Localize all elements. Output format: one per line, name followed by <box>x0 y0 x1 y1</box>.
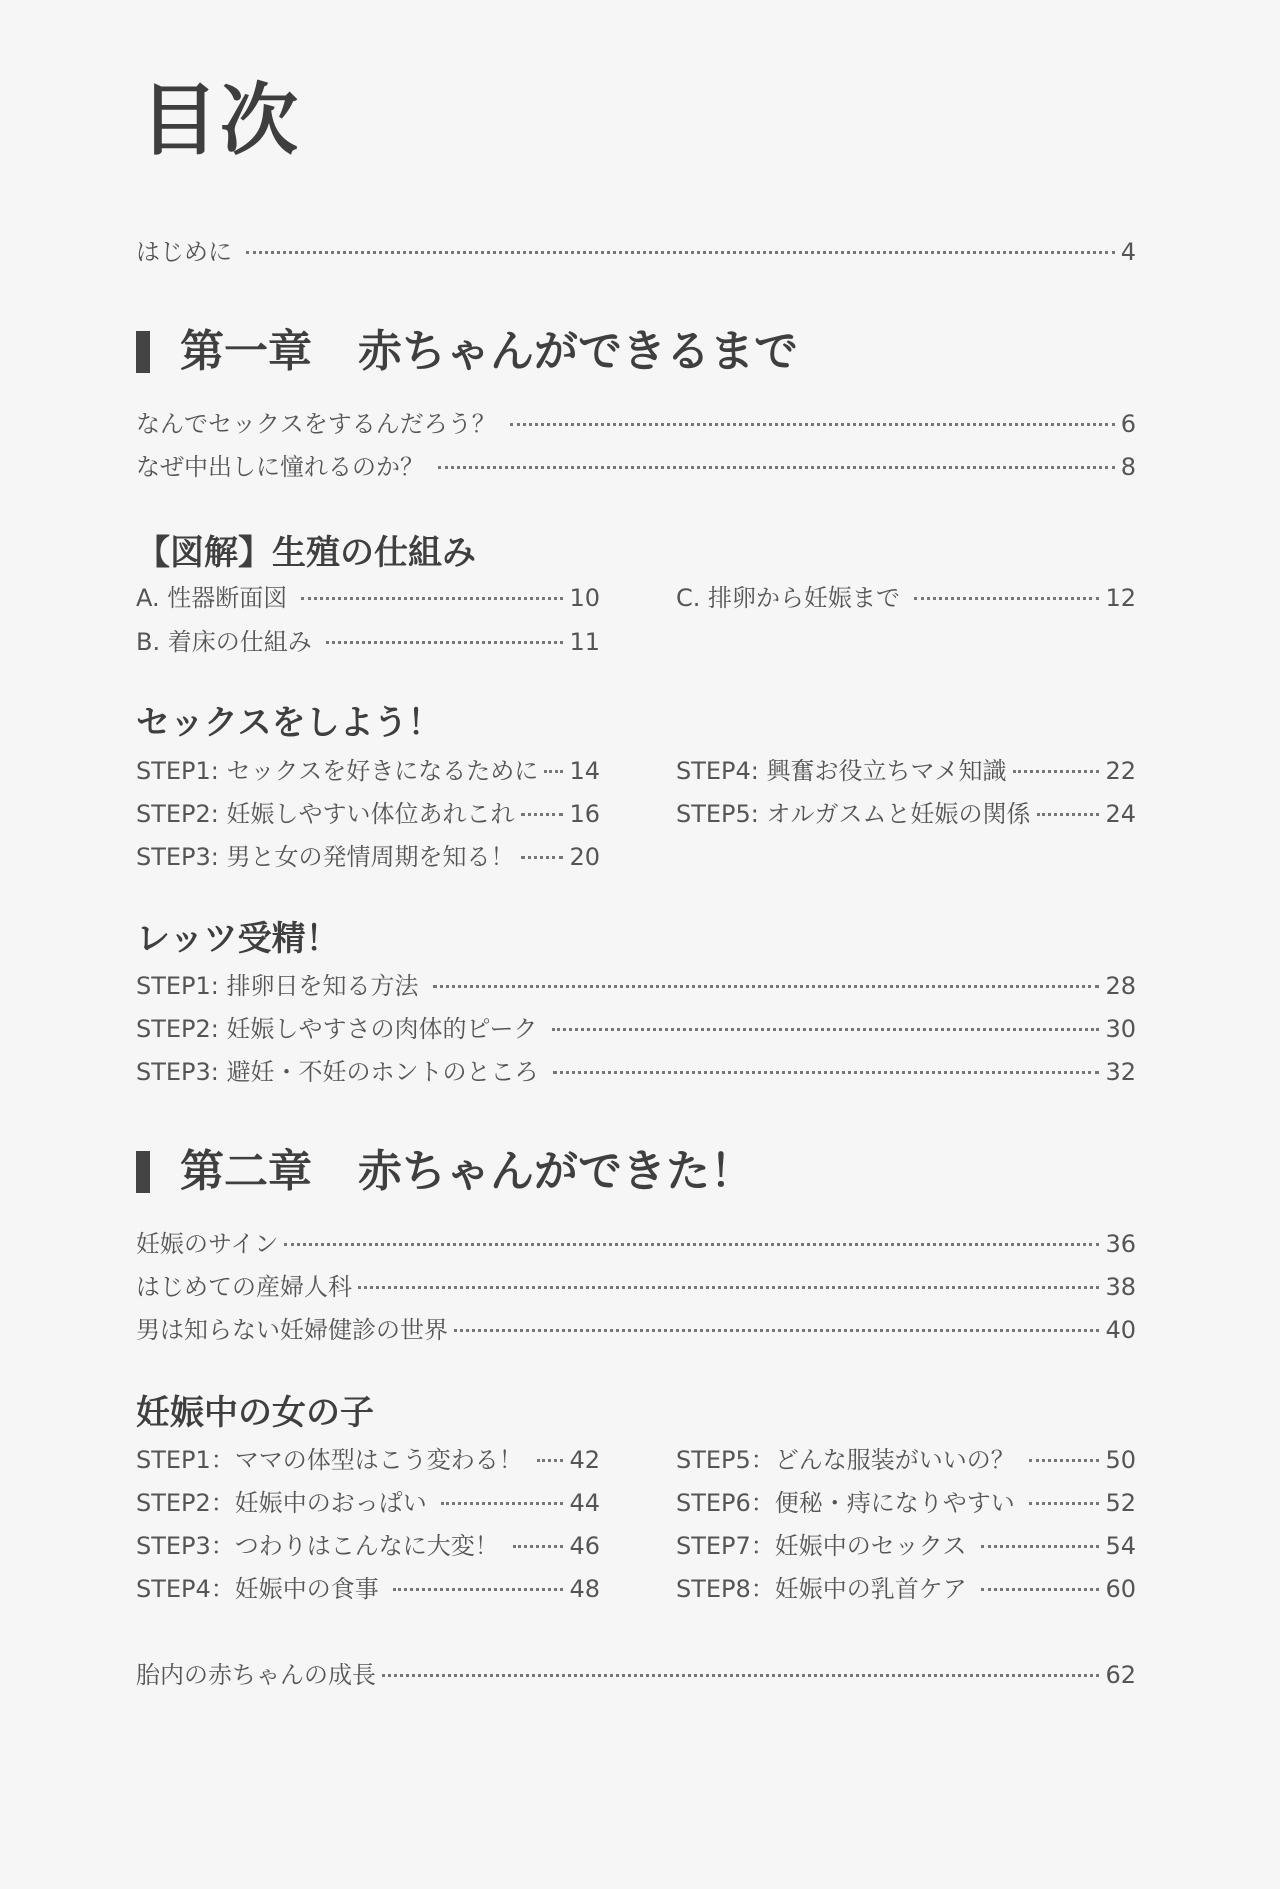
toc-entry[interactable] <box>676 584 1136 613</box>
leader-dots <box>552 1028 1100 1031</box>
chapter-number: 第一章 <box>180 326 312 377</box>
chapter-marker <box>136 331 150 373</box>
toc-entry[interactable] <box>136 757 600 786</box>
entry-page: 36 <box>1105 1230 1136 1258</box>
entry-page: 8 <box>1120 453 1136 481</box>
leader-dots <box>393 1588 564 1591</box>
entry-label: STEP3: 男と女の発情周期を知る！ <box>136 843 515 871</box>
leader-dots <box>513 1545 564 1548</box>
chapter-title: 赤ちゃんができた！ <box>358 1146 754 1197</box>
toc-entry[interactable] <box>136 1489 600 1518</box>
entry-label: STEP3：つわりはこんなに大変！ <box>136 1532 499 1560</box>
toc-entry[interactable] <box>136 1230 1136 1259</box>
chapter-title: 赤ちゃんができるまで <box>358 326 798 377</box>
entry-page: 50 <box>1105 1446 1136 1474</box>
entry-page: 24 <box>1105 800 1136 828</box>
entry-page: 54 <box>1105 1532 1136 1560</box>
entry-label: STEP7：妊娠中のセックス <box>676 1532 967 1560</box>
leader-dots <box>1029 1502 1100 1505</box>
toc-entry[interactable] <box>136 1273 1136 1302</box>
entry-label: STEP6：便秘・痔になりやすい <box>676 1489 1015 1517</box>
entry-page: 12 <box>1105 584 1136 612</box>
chapter-heading <box>136 1146 754 1197</box>
toc-entry[interactable] <box>136 1446 600 1475</box>
toc-entry[interactable] <box>136 628 600 657</box>
entry-page: 4 <box>1120 238 1136 266</box>
leader-dots <box>544 770 563 773</box>
entry-label: STEP3: 避妊・不妊のホントのところ <box>136 1058 539 1086</box>
toc-entry[interactable] <box>136 1015 1136 1044</box>
entry-label: はじめての産婦人科 <box>136 1273 352 1301</box>
entry-label: B. 着床の仕組み <box>136 628 312 656</box>
toc-entry[interactable] <box>676 1575 1136 1604</box>
leader-dots <box>284 1243 1099 1246</box>
entry-page: 52 <box>1105 1489 1136 1517</box>
toc-entry-intro[interactable] <box>136 238 1136 267</box>
leader-dots <box>1013 770 1100 773</box>
leader-dots <box>441 1502 564 1505</box>
toc-entry[interactable] <box>676 1489 1136 1518</box>
leader-dots <box>301 597 563 600</box>
entry-label: 胎内の赤ちゃんの成長 <box>136 1661 376 1689</box>
entry-label: STEP1: セックスを好きになるために <box>136 757 539 785</box>
section-heading: 【図解】生殖の仕組み <box>136 533 476 573</box>
entry-page: 14 <box>569 757 600 785</box>
entry-page: 32 <box>1105 1058 1136 1086</box>
entry-page: 60 <box>1105 1575 1136 1603</box>
entry-label: STEP8：妊娠中の乳首ケア <box>676 1575 967 1603</box>
entry-page: 62 <box>1105 1661 1136 1689</box>
leader-dots <box>521 813 564 816</box>
entry-page: 16 <box>569 800 600 828</box>
entry-label: STEP5：どんな服装がいいの？ <box>676 1446 1015 1474</box>
entry-page: 22 <box>1105 757 1136 785</box>
page-title: 目次 <box>140 76 301 166</box>
entry-page: 38 <box>1105 1273 1136 1301</box>
entry-label: STEP4: 興奮お役立ちマメ知識 <box>676 757 1007 785</box>
entry-label: STEP1：ママの体型はこう変わる！ <box>136 1446 523 1474</box>
entry-page: 46 <box>569 1532 600 1560</box>
leader-dots <box>510 423 1115 426</box>
toc-entry[interactable] <box>136 1661 1136 1690</box>
toc-entry[interactable] <box>136 1532 600 1561</box>
entry-label: STEP2: 妊娠しやすさの肉体的ピーク <box>136 1015 538 1043</box>
section-heading: 妊娠中の女の子 <box>136 1393 374 1433</box>
entry-page: 10 <box>569 584 600 612</box>
leader-dots <box>358 1286 1099 1289</box>
leader-dots <box>521 856 564 859</box>
entry-label: STEP2: 妊娠しやすい体位あれこれ <box>136 800 515 828</box>
leader-dots <box>1029 1459 1100 1462</box>
leader-dots <box>246 251 1115 254</box>
entry-page: 40 <box>1105 1316 1136 1344</box>
entry-page: 44 <box>569 1489 600 1517</box>
entry-label: STEP2：妊娠中のおっぱい <box>136 1489 427 1517</box>
entry-label: 妊娠のサイン <box>136 1230 279 1258</box>
entry-page: 42 <box>569 1446 600 1474</box>
toc-entry[interactable] <box>676 800 1136 829</box>
toc-entry[interactable] <box>676 1532 1136 1561</box>
leader-dots <box>537 1459 564 1462</box>
entry-label: なんでセックスをするんだろう？ <box>136 410 496 438</box>
entry-page: 11 <box>569 628 600 656</box>
entry-label: STEP4：妊娠中の食事 <box>136 1575 379 1603</box>
toc-entry[interactable] <box>136 843 600 872</box>
toc-entry[interactable] <box>136 972 1136 1001</box>
toc-entry[interactable] <box>136 1316 1136 1345</box>
entry-label: STEP5: オルガスムと妊娠の関係 <box>676 800 1031 828</box>
entry-label: STEP1: 排卵日を知る方法 <box>136 972 419 1000</box>
toc-entry[interactable] <box>136 584 600 613</box>
entry-page: 28 <box>1105 972 1136 1000</box>
chapter-number: 第二章 <box>180 1146 312 1197</box>
entry-page: 20 <box>569 843 600 871</box>
entry-label: 男は知らない妊婦健診の世界 <box>136 1316 448 1344</box>
toc-entry[interactable] <box>676 757 1136 786</box>
entry-label: はじめに <box>136 238 232 266</box>
leader-dots <box>981 1545 1100 1548</box>
leader-dots <box>981 1588 1100 1591</box>
leader-dots <box>326 641 564 644</box>
entry-label: C. 排卵から妊娠まで <box>676 584 901 612</box>
toc-entry[interactable] <box>676 1446 1136 1475</box>
leader-dots <box>454 1329 1099 1332</box>
leader-dots <box>382 1674 1099 1677</box>
leader-dots <box>1037 813 1100 816</box>
entry-page: 30 <box>1105 1015 1136 1043</box>
entry-label: なぜ中出しに憧れるのか？ <box>136 453 424 481</box>
section-heading: セックスをしよう！ <box>136 703 442 743</box>
toc-entry[interactable] <box>136 1058 1136 1087</box>
entry-label: A. 性器断面図 <box>136 584 288 612</box>
leader-dots <box>914 597 1099 600</box>
toc-entry[interactable] <box>136 800 600 829</box>
leader-dots <box>438 466 1115 469</box>
section-heading: レッツ受精！ <box>136 919 340 959</box>
toc-entry[interactable] <box>136 410 1136 439</box>
toc-entry[interactable] <box>136 453 1136 482</box>
entry-page: 48 <box>569 1575 600 1603</box>
chapter-heading <box>136 326 798 377</box>
leader-dots <box>553 1071 1100 1074</box>
chapter-marker <box>136 1151 150 1193</box>
toc-entry[interactable] <box>136 1575 600 1604</box>
entry-page: 6 <box>1120 410 1136 438</box>
leader-dots <box>433 985 1100 988</box>
